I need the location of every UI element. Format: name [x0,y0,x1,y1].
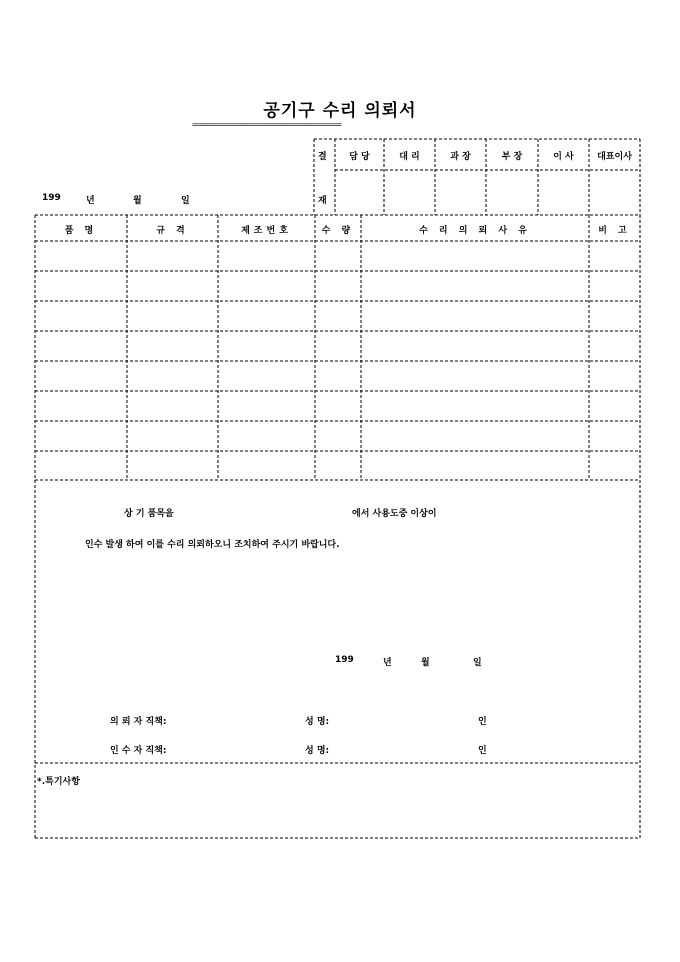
requester-position-label: 의 뢰 자 직책: [110,717,167,727]
top-date-year: 199 [42,193,61,203]
request-text-line2: 인수 발생 하여 이를 수리 의뢰하오니 조치하여 주시기 바랍니다. [85,540,340,550]
title-underline: ======================================= [192,120,341,129]
receiver-name-label: 성 명: [305,746,330,756]
col-header-remarks: 비 고 [598,226,631,236]
receiver-position-label: 인 수 자 직책: [110,746,167,756]
top-date-year-label: 년 [86,196,95,206]
special-notes-label: *.특기사항 [37,777,80,787]
approval-role-staff: 담 당 [349,152,370,162]
col-header-item-name: 품 명 [64,226,98,236]
approval-side-top: 결 [318,152,327,162]
col-header-spec: 규 격 [156,226,189,236]
approval-role-ceo: 대표이사 [597,152,632,162]
approval-role-assistant-manager: 대 리 [399,152,420,162]
approval-role-section-chief: 과 장 [450,152,471,162]
approval-side-bottom: 재 [318,196,327,206]
request-text-line1-left: 상 기 품목을 [124,509,174,519]
col-header-serial-no: 제조번호 [241,226,292,236]
top-date-month-label: 월 [133,196,142,206]
requester-seal: 인 [478,717,487,727]
request-date-month-label: 월 [421,658,430,668]
receiver-seal: 인 [478,746,487,756]
request-date-year: 199 [335,655,354,665]
request-date-day-label: 일 [473,658,482,668]
col-header-repair-reason: 수 리 의 뢰 사 유 [419,226,531,236]
approval-role-director: 이 사 [553,152,574,162]
request-date-year-label: 년 [383,658,392,668]
page-title: 공기구 수리 의뢰서 [263,101,417,121]
requester-name-label: 성 명: [305,717,330,727]
top-date-day-label: 일 [181,196,190,206]
request-text-line1-right: 에서 사용도중 이상이 [352,509,437,519]
approval-role-department-head: 부 장 [501,152,523,162]
col-header-quantity: 수 량 [321,226,355,236]
